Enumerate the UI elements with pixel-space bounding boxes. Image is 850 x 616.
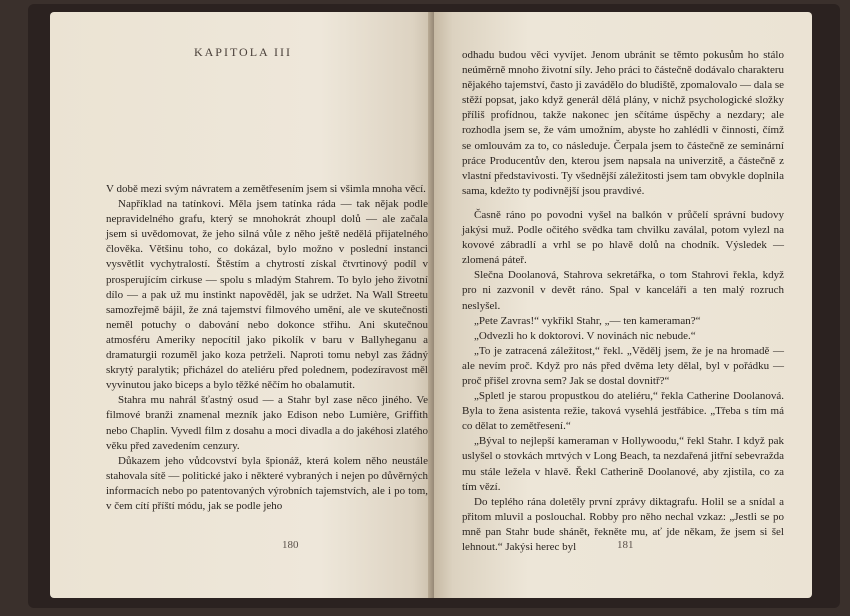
left-page-text: [106, 182, 428, 514]
page-number: 181: [617, 539, 634, 551]
right-page-text: [462, 48, 784, 555]
chapter-heading: KAPITOLA III: [193, 45, 293, 59]
paragraph: V době mezi svým návratem a zemětřesením jsem si všimla mnoha věcí.: [106, 183, 426, 195]
page-number: 180: [282, 539, 299, 551]
paragraph: Časně ráno po povodni vyšel na balkón v průčelí správní budovy jakýsi muž. Podle očitého svědka tam chvilku zaválal, potom vylezl na kovové zábradlí a vrhl se po hlavě dolů na chodník. Výsledek — zlomená páteř.: [462, 208, 784, 267]
paragraph: Slečna Doolanová, Stahrova sekretářka, o tom Stahrovi řekla, když pro ni zazvonil v devět ráno. Spal v kanceláři a ten malý rozruch neslyšel.: [462, 269, 784, 312]
paragraph: „Pete Zavras!“ vykřikl Stahr, „— ten kameraman?“: [474, 314, 701, 327]
book-spread: [28, 4, 840, 608]
paragraph: Do teplého rána doletěly první zprávy diktagrafu. Holil se a snídal a přitom mluvil a poslouchal. Robby pro něho nechal vzkaz: „Jestli se po mně pan Stahr bude shánět, řekněte mu, ať jde někam, že jsem si šel lehnout.“ Jakýsi herec byl: [462, 495, 784, 553]
paragraph: „Býval to nejlepší kameraman v Hollywoodu,“ řekl Stahr. I když pak uslyšel o stovkách mrtvých v Long Beach, ta nezdařená jitřní sebevražda mu stále ležela v hlavě. Řekl Catherině Doolanové, aby zjistila, co za tím vězí.: [462, 435, 784, 493]
paragraph: odhadu budou věci vyvíjet. Jenom ubránit se těmto pokusům ho stálo neúměrně mnoho životní síly. Jeho práci to částečně dodávalo charakteru nějakého tajemství, často ji zavádělo do bludiště, zpomalovalo — dala se stěží popsat, jako když generál dělá plány, v nichž psychologické složky příliš profídnou, takže nakonec jen sčítáme úspěchy a nezdary; ale rozhodla jsem se, že vám umožním, abyste ho zahlédli v činnosti, čímž se omlouvám za to, co následuje. Čerpala jsem to částečně ze seminární práce Producentův den, kterou jsem napsala na univerzitě, a částečně z vlastní představivosti. Ty všednější záležitosti jsem tam obvykle doplnila sama, kdežto ty podivnější jsou pravdivé.: [462, 49, 784, 197]
left-page: [50, 12, 436, 598]
right-page: [434, 12, 812, 598]
paragraph: „Spletl je starou propustkou do ateliéru,“ řekla Catherine Doolanová. Byla to žena asistenta režie, taková vysehlá jestřábice. „Třeba s tím má co dělat to zemětřesení.“: [462, 390, 784, 433]
paragraph: „Odvezli ho k doktorovi. V novinách nic nebude.“: [474, 329, 696, 342]
paragraph: Důkazem jeho vůdcovství byla špionáž, která kolem něho neustále stahovala sítě — politické jako i některé vybraných i nejen po důvěrných informacích nebo po patentovaných výrobních tajemstvích, ale i po tom, v čem cítí příští módu, jak se podle jeho: [106, 454, 428, 512]
paragraph: Stahra mu nahrál šťastný osud — a Stahr byl zase něco jiného. Ve filmové branži znamenal mezník jako Edison nebo Lumière, Griffith nebo Chaplin. Vyvedl film z dosahu a moci divadla a do jakéhosi zlatého věku před zavedením cenzury.: [106, 394, 428, 452]
paragraph: „To je zatracená záležitost,“ řekl. „Vědělj jsem, že je na hromadě — ale nevím proč. Když pro nás před dvěma lety dělal, byl v pořádku — proč přišel zrovna sem? Jak se dostal dovnitř?“: [462, 344, 784, 387]
paragraph: Například na tatínkovi. Měla jsem tatínka ráda — tak nějak podle nepravidelného grafu, který se mnohokrát zhoupl dolů — ale začala jsem si uvědomovat, že jeho silná vůle z něho ještě nedělá přijatelného člověka. Většinu toho, co dokázal, bylo možno v poslední instanci vysvětlit vychytralostí. Štěstím a chytrostí získal čtvrtinový podíl v prosperujícím cirkuse — spolu s mladým Stahrem. To bylo jeho životní dílo — a pak už mu instinkt napověděl, jak se udržet. Na Wall Streetu samozřejmě bájil, že zná tajemství filmového umění, ale ve skutečnosti neměl potuchy o dabování nebo dokonce střihu. Ani skutečnou atmosféru Ameriky nepocítil jako pikolík v baru v Ballyheganu a dramaturgii rozuměl jako koza petrželi. Naproti tomu nebyl zas žádný skrytý paralytik; přicházel do ateliéru před polednem, podezíravost měl vyvinutou jako biceps a bylo těžké něčím ho obalamutit.: [106, 198, 428, 392]
